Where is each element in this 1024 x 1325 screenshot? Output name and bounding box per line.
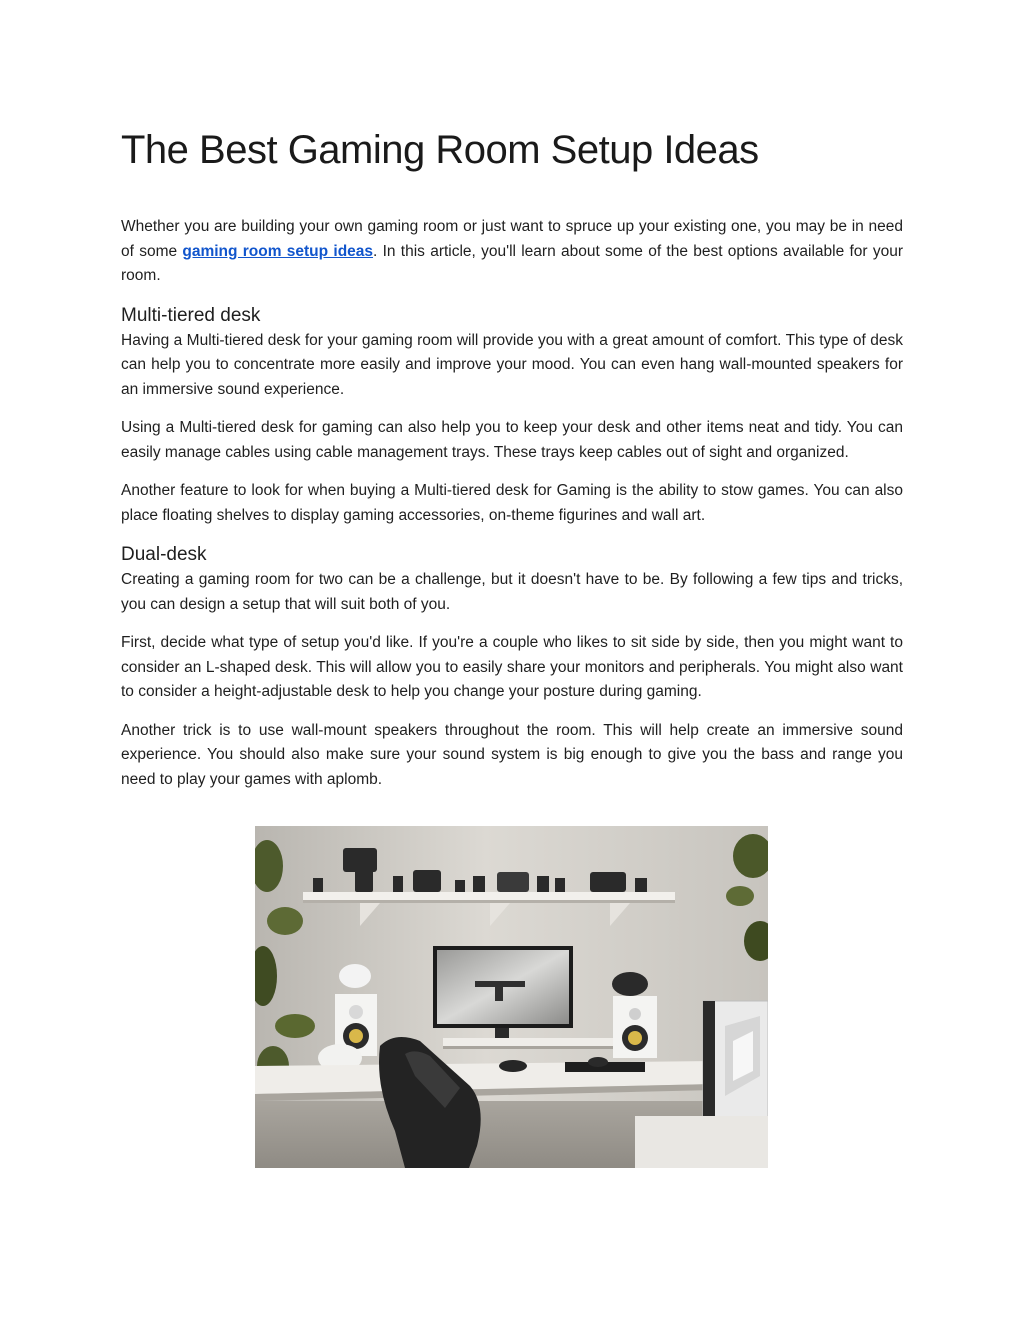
section-heading-dual-desk: Dual-desk bbox=[121, 544, 207, 565]
intro-text-before-link: Whether you are building your own gaming room or just want to spruce up your existing one, you may be in need of some bbox=[121, 218, 903, 260]
paragraph: First, decide what type of setup you'd like. If you're a couple who likes to sit side by side, then you might want to consider an L-shaped desk. This will allow you to easily share your monitors and peripherals. You might also want to consider a height-adjustable desk to help you change your posture during gaming. bbox=[121, 634, 903, 700]
article-body bbox=[121, 215, 903, 806]
pc-case bbox=[703, 1001, 768, 1131]
paragraph: Creating a gaming room for two can be a challenge, but it doesn't have to be. By following a few tips and tricks, you can design a setup that will suit both of you. bbox=[121, 571, 903, 613]
paragraph: Another trick is to use wall-mount speakers throughout the room. This will help create an immersive sound experience. You should also make sure your sound system is big enough to give you the bass and range you need to play your games with aplomb. bbox=[121, 721, 903, 788]
gaming-room-setup-ideas-link[interactable]: gaming room setup ideas bbox=[182, 242, 374, 260]
intro-paragraph bbox=[121, 215, 903, 289]
intro-text-after-link: . In this article, you'll learn about some of the best options available for your room. bbox=[121, 242, 903, 284]
gaming-setup-photo bbox=[255, 826, 768, 1168]
section-heading-multi-tiered-desk: Multi-tiered desk bbox=[121, 304, 261, 326]
paragraph: Having a Multi-tiered desk for your gaming room will provide you with a great amount of comfort. This type of desk can help you to concentrate more easily and improve your mood. You can even hang wall-mounted speakers for an immersive sound experience. bbox=[121, 331, 903, 398]
paragraph: Using a Multi-tiered desk for gaming can also help you to keep your desk and other items neat and tidy. You can easily manage cables using cable management trays. These trays keep cables out of sight and organized. bbox=[121, 419, 903, 461]
controller-stand-left bbox=[335, 964, 377, 1056]
paragraph: Another feature to look for when buying a Multi-tiered desk for Gaming is the ability to stow games. You can also place floating shelves to display gaming accessories, on-theme figurines and wall art. bbox=[121, 482, 903, 524]
page-title: The Best Gaming Room Setup Ideas bbox=[121, 128, 759, 172]
